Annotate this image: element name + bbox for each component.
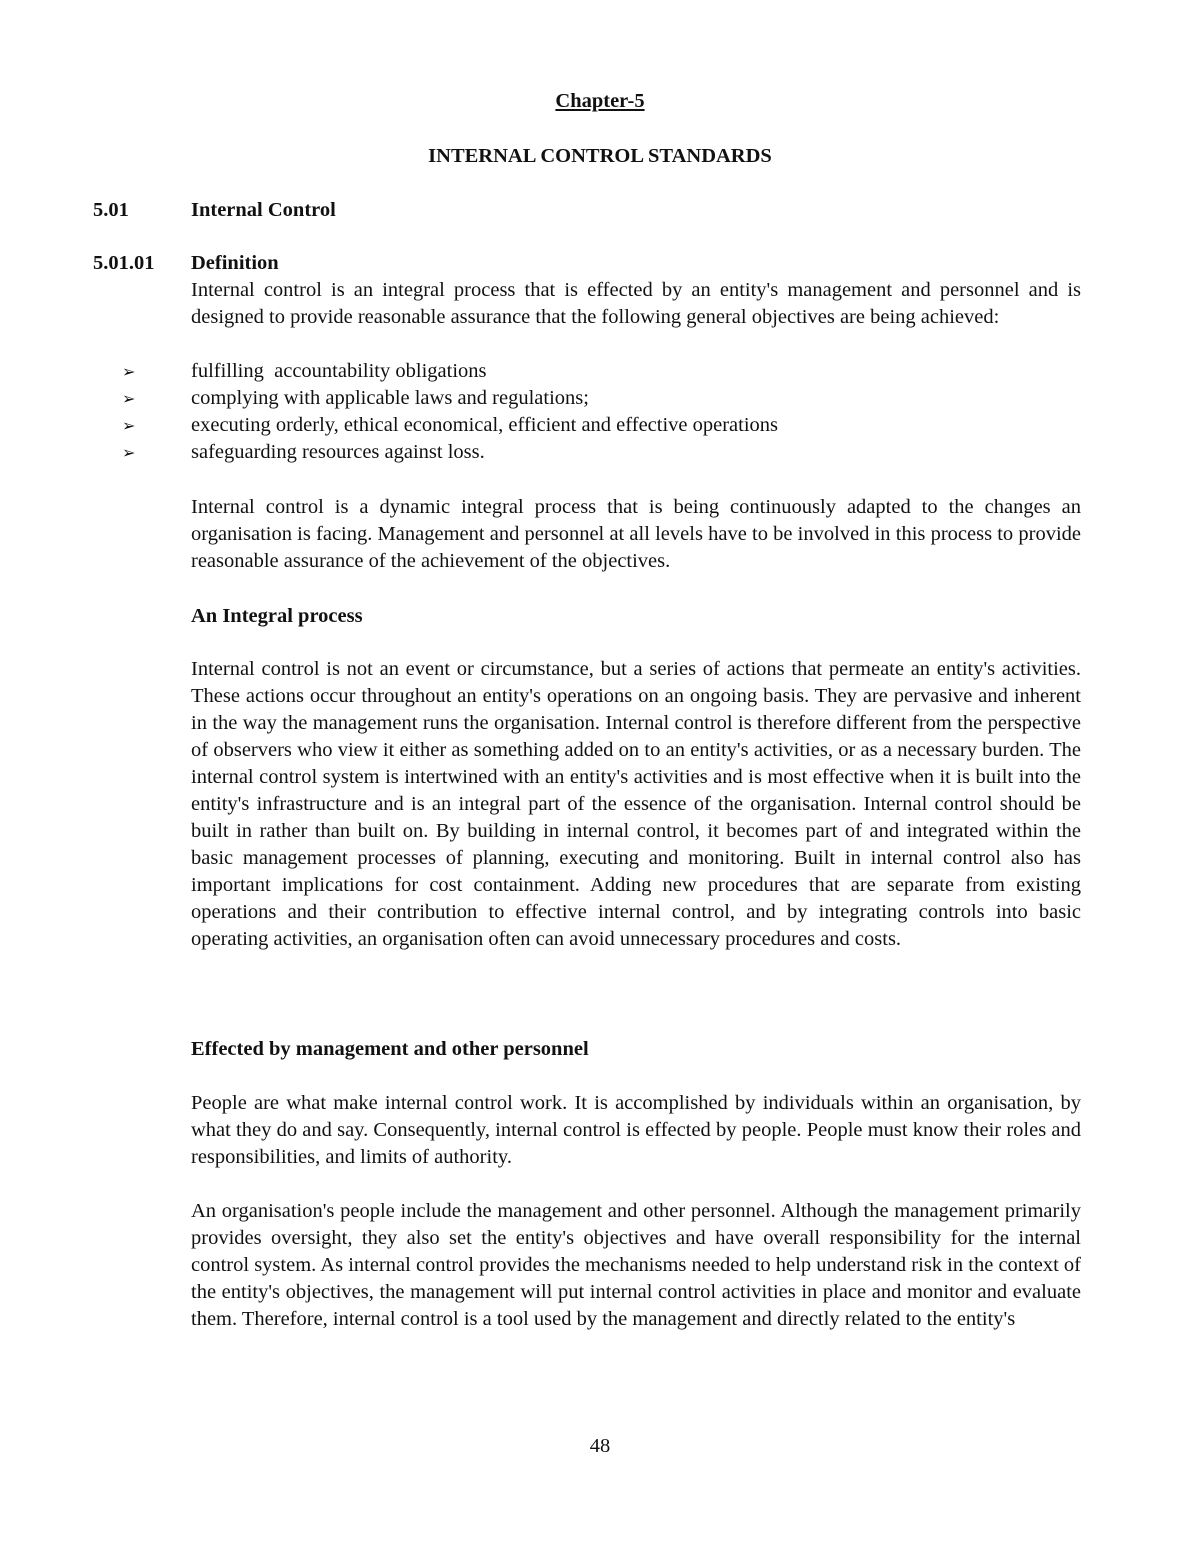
subsection-number: 5.01.01 <box>93 252 155 274</box>
list-item <box>0 385 1100 412</box>
list-item-text: fulfilling accountability obligations <box>191 360 487 382</box>
objectives-list <box>0 358 1100 466</box>
section-number: 5.01 <box>93 199 129 221</box>
integral-process-body: Internal control is not an event or circumstance, but a series of actions that permeate an entity's activities. These actions occur throughout an entity's operations on an ongoing basis. They are pervasive and inherent in the way the management runs the organisation. Internal control is therefore different from the perspective of observers who view it either as something added on to an entity's activities, or as a necessary burden. The internal control system is intertwined with an entity's activities and is most effective when it is built into the entity's infrastructure and is an integral part of the essence of the organisation. Internal control should be built in rather than built on. By building in internal control, it becomes part of and integrated within the basic management processes of planning, executing and monitoring. Built in internal control also has important implications for cost containment. Adding new procedures that are separate from existing operations and their contribution to effective internal control, and by integrating controls into basic operating activities, an organisation often can avoid unnecessary procedures and costs. <box>191 658 1081 950</box>
effected-by-paragraph-1: People are what make internal control work. It is accomplished by individuals within an organisation, by what they do and say. Consequently, internal control is effected by people. People must know their roles and responsibilities, and limits of authority. <box>191 1092 1081 1168</box>
page-title: INTERNAL CONTROL STANDARDS <box>428 145 772 167</box>
chapter-label: Chapter-5 <box>555 90 645 112</box>
list-item-text: complying with applicable laws and regulations; <box>191 387 589 409</box>
section-title: Internal Control <box>191 199 336 221</box>
list-item <box>0 439 1100 466</box>
arrow-bullet-icon: ➢ <box>122 362 136 381</box>
effected-by-heading: Effected by management and other personnel <box>191 1038 589 1060</box>
subsection-title: Definition <box>191 252 279 274</box>
arrow-bullet-icon: ➢ <box>122 443 136 462</box>
list-item-text: executing orderly, ethical economical, efficient and effective operations <box>191 414 779 436</box>
list-item <box>0 412 1100 439</box>
definition-paragraph-2: Internal control is a dynamic integral process that is being continuously adapted to the changes an organisation is facing. Management and personnel at all levels have to be involved in this process to provide reasonable assurance of the achievement of the objectives. <box>191 496 1081 572</box>
integral-process-heading: An Integral process <box>191 605 363 627</box>
arrow-bullet-icon: ➢ <box>122 416 136 435</box>
arrow-bullet-icon: ➢ <box>122 389 136 408</box>
page-number: 48 <box>589 1435 611 1457</box>
list-item-text: safeguarding resources against loss. <box>191 441 485 463</box>
effected-by-paragraph-2: An organisation's people include the management and other personnel. Although the management primarily provides oversight, they also set the entity's objectives and have overall responsibility for the internal control system. As internal control provides the mechanisms needed to help understand risk in the context of the entity's objectives, the management will put internal control activities in place and monitor and evaluate them. Therefore, internal control is a tool used by the management and directly related to the entity's <box>191 1200 1081 1330</box>
list-item <box>0 358 1100 385</box>
definition-intro: Internal control is an integral process that is effected by an entity's management and personnel and is designed to provide reasonable assurance that the following general objectives are being achieved: <box>191 279 1081 328</box>
